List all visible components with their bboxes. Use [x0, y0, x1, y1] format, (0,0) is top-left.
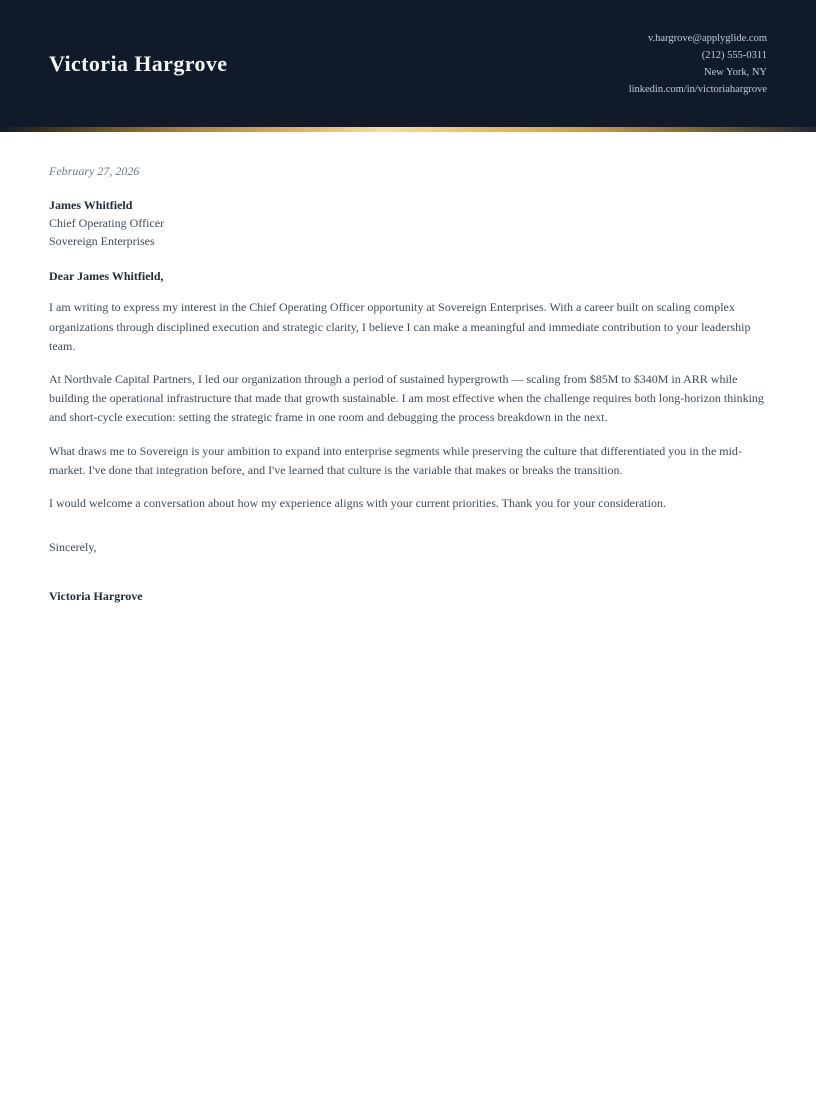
paragraph-call-to-action: I would welcome a conversation about how my experience aligns with your current priorities. Thank you for your consideration.: [49, 496, 666, 511]
recipient-name: James Whitfield: [49, 198, 133, 213]
contact-location: New York, NY: [703, 66, 767, 78]
contact-info-block: [629, 30, 767, 98]
signature-name: Victoria Hargrove: [49, 589, 143, 604]
paragraph-experience: At Northvale Capital Partners, I led our organization through a period of sustained hypergrowth — scaling from $85M to $340M in ARR while building the operational infrastructure that made that growth sustainable. I am most effective when the challenge requires both long-horizon thinking and short-cycle execution: setting the strategic frame in one room and debugging the process breakdown in the next.: [49, 372, 764, 425]
contact-phone: (212) 555-0311: [701, 49, 767, 61]
contact-linkedin: linkedin.com/in/victoriahargrove: [628, 83, 767, 95]
recipient-title: Chief Operating Officer: [49, 216, 165, 231]
recipient-block: [49, 196, 767, 250]
contact-email: v.hargrove@applyglide.com: [647, 32, 767, 44]
letter-body: [0, 132, 816, 607]
paragraph-motivation: What draws me to Sovereign is your ambition to expand into enterprise segments while preserving the culture that differentiated you in the mid-market. I've done that integration before, and I've learned that culture is the variable that makes or breaks the transition.: [49, 443, 742, 477]
letter-header: [0, 0, 816, 127]
salutation: Dear James Whitfield,: [49, 269, 164, 284]
closing: Sincerely,: [49, 540, 97, 555]
paragraph-intro: I am writing to express my interest in the Chief Operating Officer opportunity at Sovereign Enterprises. With a career built on scaling complex organizations through disciplined execution and strategic clarity, I believe I can make a meaningful and immediate contribution to your leadership team.: [49, 300, 751, 353]
recipient-company: Sovereign Enterprises: [49, 234, 155, 249]
applicant-name: Victoria Hargrove: [49, 50, 228, 76]
letter-date: February 27, 2026: [49, 164, 140, 178]
